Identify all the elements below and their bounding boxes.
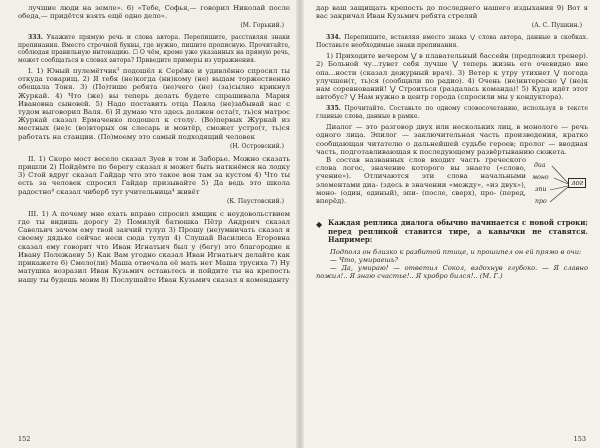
right-top-paragraph: дaр ваш защищать крепость до последнего нашего издыхания 9) Вот я вас закричал Иван Кузьмич ребята стреляй xyxy=(316,4,588,21)
prefix-mono: моно xyxy=(532,174,549,182)
exercise-335-instructions-text: Прочитайте. Составьте по одному словосочетанию, используя в тексте главные слова, данные в рамке. xyxy=(316,105,588,120)
exercise-333-instructions xyxy=(18,34,290,64)
right-page xyxy=(300,0,600,448)
example-line: — Что, умираешь? xyxy=(330,256,399,265)
left-top-paragraph: лучшие люди на земле». 6) «Тебе, Софья,— говорил Николай после обеда,— придётся взять ещё одно дело». xyxy=(18,4,290,21)
exercise-333-instructions-text: Укажите прямую речь и слова автора. Перепишите, расставляя знаки препинания. Вместо строчной буквы, где нужно, пишите прописную. Прочитайте, соблюдая правильную интонацию. ☐ О чём, кроме уже указанных на прямую речь, может сообщаться в словах автора? Приведите примеры из упражнения. xyxy=(18,34,290,64)
example-line: — Да, умираю! — ответил Сокол, вздохнув глубоко. — Я славно пожил!.. Я знаю счастье!.. Я храбро бился!.. (М. Г.) xyxy=(316,264,588,281)
exercise-333-part-3: III. 1) А почему мне ехать вправо спросил ямщик с неудовольствием где ты видишь дорогу 2) Помилуй батюшка Пётр Андреич сказал Савельич зачем ему твой заячий тулуп 3) Прошу (не)умничать сказал я своему дядьке сейчас неси сюда тулуп 4) Слушай Василиса Егоровна сказал ему говорит что Иван Игнатьич был у (бегу) это благородие к Ивану Полежаеву 5) Как Вам угодно сказал Иван Игнатьич делайте как прикажете 6) Смело(ли) Маша отвечала её мать нет Маша трусиха 7) Ну матушка возразил Иван Кузьмич оставьтесь и пойдите ты на крепость нашу ты будешь моим 8) Послушайте Иван Кузьмич сказал я коменданту xyxy=(18,209,290,284)
prefix-dia: диа xyxy=(534,162,546,170)
right-top-source: (А. С. Пушкин.) xyxy=(531,22,582,30)
exercise-334-instructions-text: Перепишите, вставляя вместо знака ⋁ слова автора, данные в скобках. Поставьте необходимые знаки препинания. xyxy=(316,34,589,49)
rule-text: Каждая реплика диалога обычно начинается с новой строки; перед репликой ставится тире, а кавычки не ставятся. Например: xyxy=(328,218,588,245)
book-gutter xyxy=(296,0,304,448)
left-top-source: (М. Горький.) xyxy=(240,22,284,30)
exercise-334-number: 334. xyxy=(326,34,341,42)
part-1-source: (Н. Островский.) xyxy=(229,142,284,150)
word-formation-diagram xyxy=(532,158,586,216)
rule-diamond-icon: ◆ xyxy=(316,219,323,230)
exercise-333-part-2: II. 1) Скоро мост весело сказал Зуев в том и Заборье. Можно сказать пришли 2) Пойдёмте по берегу сказал я может быть наткнёмся на лодку 3) Стой вдруг сказал Гайдар что это такое вон там за кустом 4) Что ты есть за человек спросил Гайдар призывайте 5) Да ведь это школа радостно⁴ сказал чиберб тут учительница⁴ живёт xyxy=(18,154,290,196)
prefix-pro: про xyxy=(535,198,547,206)
dialog-punctuation-rule xyxy=(316,219,588,245)
prefix-epi: эпи xyxy=(535,186,547,194)
part-2-source: (К. Паустовский.) xyxy=(226,197,284,205)
exercise-335-instructions xyxy=(316,105,588,120)
left-page-number: 152 xyxy=(18,435,31,443)
exercise-334-text: 1) Приходите вечером ⋁ в плавательный бассейн (предложил тренер). 2) Больной чу...тувет себя лучше ⋁ теперь жизнь его очевидно вне опа...ности (сказал дежурный врач). 3) Ветер к утру утихнет ⋁ погода улучшен(т, ть)ся (сообщили по радио). 4) Очень (не)интересно ⋁ (не)к нам соревнований! ⋁ Строиться (раздалась команда)! 5) Куда идёт этот автобус? ⋁ Нам нужно в центр города (спросили мы у кондуктора). xyxy=(316,52,588,102)
exercise-334-instructions xyxy=(316,34,588,49)
exercise-333-number: 333. xyxy=(28,34,43,42)
right-page-number: 153 xyxy=(573,435,586,443)
exercise-333-part-1: I. 1) Юный пулемётчик³ подошёл к Серёже и удивлённо спросил ты откуда товарищ. 2) Я тебя (не)когда (ни)кому (не) выдам торжественно обещала Тоня. 3) (По)тише ребята (не)чего (не) (за)сылно крикнул Журкай. 4) Что (же) вы теперь делать будете спрашивала Мария Ивановна сыновей. 5) Надо поставить отца Павла (не)забывай нас с тудом выговорил Валя. 6) Я думаю что здесь должен оста(т, ть)ся матрос Журкай сказал Ермаченко подошел к столу. (Во)первых Журкай из местных (не)с (во)вторых он слесарь и монтёр, сможет устро(т, ть)ся работать на станции. (По)моему это самый подходящий человек xyxy=(18,67,290,141)
exercise-335-number: 335. xyxy=(326,105,341,113)
root-log: лог xyxy=(568,178,586,188)
dialog-definition-text: Диалог — это разговор двух или нескольких лиц, в монологе — речь одного лица. Эпилог — заключительная часть произведения, кратко сообщающая читателю о дальнейшей судьбе героев; пролог — вводная часть, подготавливающая к последующему развёртыванию сюжета. xyxy=(316,123,588,156)
greek-origin-text: В состав названных слов входит часть греческого слова логос, значение которого вы знаете («слово, учение»). Отличаются эти слова начальными элементами диа- (здесь в значении «между», «из двух»), моно- (один, единый), эпи- (после, сверх), про- (перед, вперёд). xyxy=(316,156,526,206)
example-line: Подполз он близко к разбитой птице, и прошипел он ей прямо в очи: xyxy=(330,247,582,256)
